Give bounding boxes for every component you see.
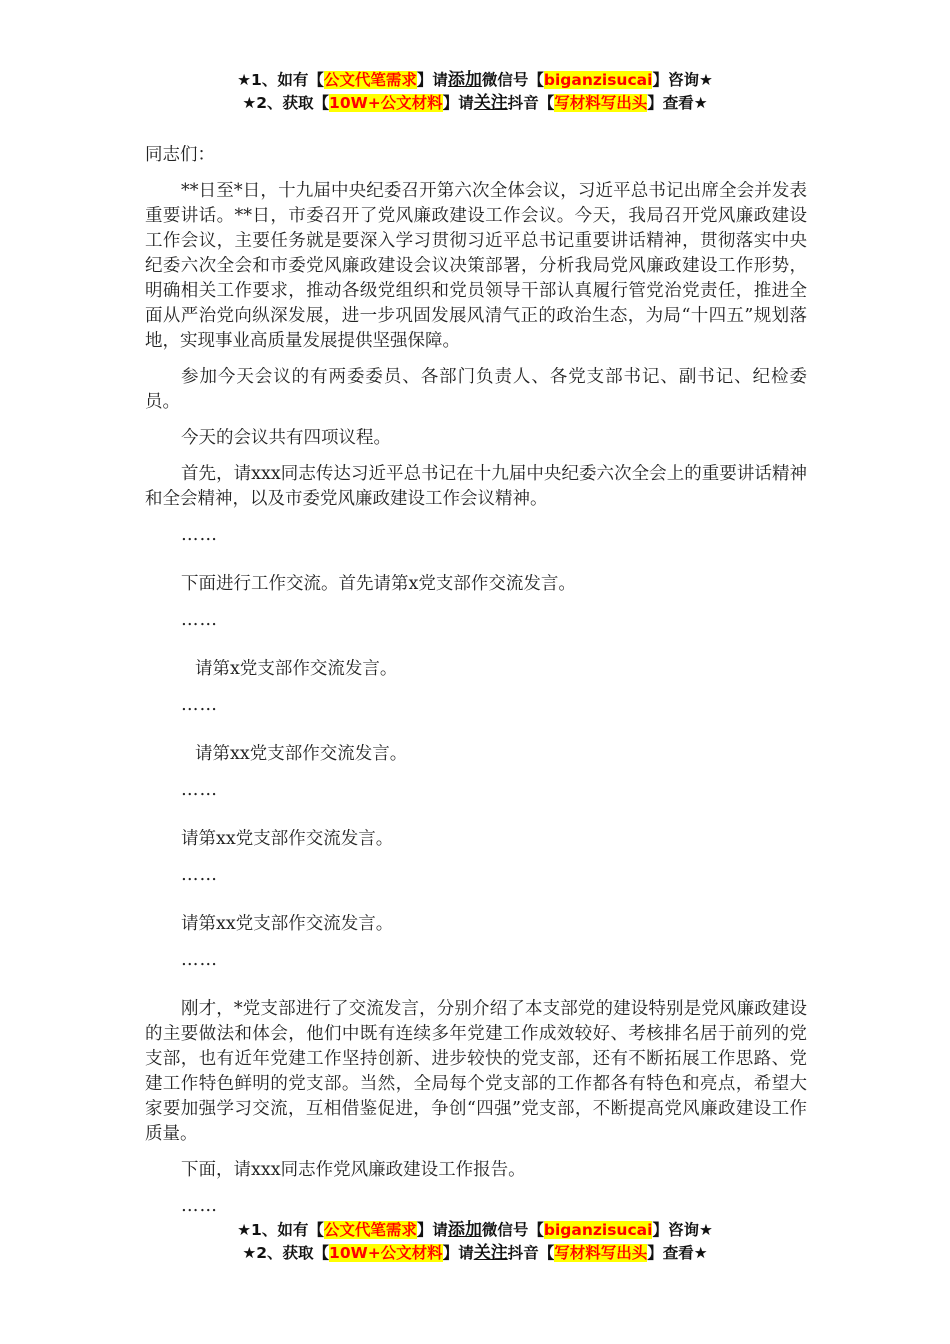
banner-line-1 <box>0 1219 950 1242</box>
footer-banner <box>0 1219 950 1265</box>
banner-highlight: 10W+公文材料 <box>329 94 443 112</box>
paragraph: 首先，请xxx同志传达习近平总书记在十九届中央纪委六次全会上的重要讲话精神和全会精神，以及市委党风廉政建设工作会议精神。 <box>145 464 807 509</box>
ellipsis: …… <box>181 1196 218 1216</box>
banner-text: 】咨询★ <box>652 1221 713 1239</box>
banner-text: ★1、如有【 <box>237 71 324 89</box>
banner-highlight: 写材料写出头 <box>554 1244 648 1262</box>
banner-highlight: 写材料写出头 <box>554 94 648 112</box>
paragraph: 请第x党支部作交流发言。 <box>195 659 398 679</box>
banner-line-1 <box>0 69 950 92</box>
banner-text: 抖音【 <box>507 94 555 112</box>
banner-highlight: 公文代笔需求 <box>323 71 417 89</box>
banner-text: 】咨询★ <box>652 71 713 89</box>
header-banner <box>0 69 950 115</box>
ellipsis: …… <box>181 525 218 545</box>
banner-text: ★2、获取【 <box>242 1244 330 1262</box>
paragraph: 下面进行工作交流。首先请第x党支部作交流发言。 <box>181 574 576 594</box>
banner-text: 抖音【 <box>507 1244 555 1262</box>
banner-emphasis: 添加 <box>447 1220 482 1240</box>
paragraph: 下面，请xxx同志作党风廉政建设工作报告。 <box>181 1160 526 1180</box>
ellipsis: …… <box>181 865 218 885</box>
banner-text: 】请 <box>416 71 448 89</box>
ellipsis: …… <box>181 780 218 800</box>
banner-highlight: biganzisucai <box>543 71 653 89</box>
banner-line-2 <box>0 92 950 115</box>
banner-highlight: biganzisucai <box>543 1221 653 1239</box>
banner-line-2 <box>0 1242 950 1265</box>
paragraph: 参加今天会议的有两委委员、各部门负责人、各党支部书记、副书记、纪检委员。 <box>145 367 807 412</box>
paragraph: 今天的会议共有四项议程。 <box>181 428 391 448</box>
banner-highlight: 10W+公文材料 <box>329 1244 443 1262</box>
paragraph: 刚才，*党支部进行了交流发言，分别介绍了本支部党的建设特别是党风廉政建设的主要做法和体会，他们中既有连续多年党建工作成效较好、考核排名居于前列的党支部，也有近年党建工作坚持创新、进步较快的党支部，还有不断拓展工作思路、党建工作特色鲜明的党支部。当然，全局每个党支部的工作都各有特色和亮点，希望大家要加强学习交流，互相借鉴促进，争创“四强”党支部，不断提高党风廉政建设工作质量。 <box>145 999 807 1144</box>
banner-text: ★2、获取【 <box>242 94 330 112</box>
banner-emphasis: 关注 <box>473 1243 508 1263</box>
banner-text: 】请 <box>442 94 474 112</box>
banner-emphasis: 添加 <box>447 70 482 90</box>
paragraph: **日至*日，十九届中央纪委召开第六次全体会议，习近平总书记出席全会并发表重要讲话。**日，市委召开了党风廉政建设工作会议。今天，我局召开党风廉政建设工作会议，主要任务就是要深入学习贯彻习近平总书记重要讲话精神，贯彻落实中央纪委六次全会和市委党风廉政建设会议决策部署，分析我局党风廉政建设工作形势，明确相关工作要求，推动各级党组织和党员领导干部认真履行管党治党责任，推进全面从严治党向纵深发展，进一步巩固发展风清气正的政治生态，为局“十四五”规划落地，实现事业高质量发展提供坚强保障。 <box>145 181 807 351</box>
paragraph: 请第xx党支部作交流发言。 <box>181 829 394 849</box>
banner-emphasis: 关注 <box>473 93 508 113</box>
banner-highlight: 公文代笔需求 <box>323 1221 417 1239</box>
paragraph: 请第xx党支部作交流发言。 <box>181 914 394 934</box>
banner-text: 】查看★ <box>647 94 708 112</box>
paragraph: 请第xx党支部作交流发言。 <box>195 744 408 764</box>
banner-text: 微信号【 <box>481 71 544 89</box>
ellipsis: …… <box>181 950 218 970</box>
document-body <box>145 143 807 1243</box>
banner-text: 微信号【 <box>481 1221 544 1239</box>
banner-text: 】查看★ <box>647 1244 708 1262</box>
ellipsis: …… <box>181 610 218 630</box>
ellipsis: …… <box>181 695 218 715</box>
salutation: 同志们： <box>145 145 215 165</box>
banner-text: 】请 <box>416 1221 448 1239</box>
banner-text: 】请 <box>442 1244 474 1262</box>
banner-text: ★1、如有【 <box>237 1221 324 1239</box>
